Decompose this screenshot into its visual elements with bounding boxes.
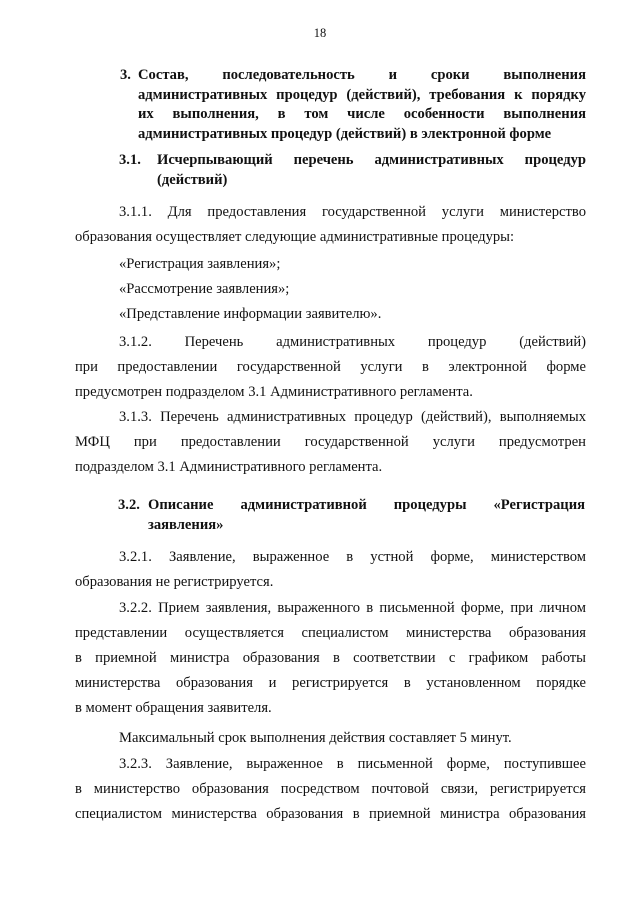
paragraph-line: Максимальный срок выполнения действия составляет 5 минут. xyxy=(119,730,512,746)
section-3-2-heading xyxy=(118,496,585,535)
section-3-title-line: их выполнения, в том числе особенности выполнения xyxy=(138,106,586,122)
paragraph-line: 3.1.3. Перечень административных процедур (действий), выполняемых xyxy=(119,409,586,425)
paragraph-line: предусмотрен подразделом 3.1 Административного регламента. xyxy=(75,384,473,400)
list-item: «Представление информации заявителю». xyxy=(119,306,382,322)
procedure-list xyxy=(119,252,579,327)
section-3-1-title-line: (действий) xyxy=(157,171,228,188)
list-item: «Регистрация заявления»; xyxy=(119,256,281,272)
paragraph-3-1-2 xyxy=(75,330,586,405)
section-3-heading xyxy=(120,66,586,144)
paragraph-line: образования осуществляет следующие административные процедуры: xyxy=(75,229,515,245)
section-3-1-number: 3.1. xyxy=(119,152,141,168)
paragraph-line: 3.1.2. Перечень административных процедур (действий) xyxy=(119,334,586,350)
paragraph-line: МФЦ при предоставлении государственной услуги предусмотрен xyxy=(75,434,586,450)
section-3-1-title-line: Исчерпывающий перечень административных процедур xyxy=(157,152,586,168)
paragraph-3-2-2 xyxy=(75,596,586,721)
section-3-2-title-line: заявления» xyxy=(148,516,224,533)
paragraph-3-2-1 xyxy=(75,545,586,595)
paragraph-line: 3.2.2. Прием заявления, выраженного в письменной форме, при личном xyxy=(119,600,586,616)
paragraph-line: 3.1.1. Для предоставления государственной услуги министерство xyxy=(119,204,586,220)
paragraph-max-time xyxy=(119,726,586,751)
section-3-title-line: административных процедур (действий) в электронной форме xyxy=(138,125,552,142)
section-3-number: 3. xyxy=(120,67,131,83)
paragraph-line: при предоставлении государственной услуги в электронной форме xyxy=(75,359,586,375)
page-number: 18 xyxy=(313,26,327,40)
section-3-title-line: административных процедур (действий), требования к порядку xyxy=(138,86,586,103)
section-3-title-line: Состав, последовательность и сроки выполнения xyxy=(138,67,586,83)
paragraph-line: подразделом 3.1 Административного регламента. xyxy=(75,459,383,475)
section-3-2-number: 3.2. xyxy=(118,497,140,513)
section-3-1-heading xyxy=(119,151,586,190)
section-3-2-title-line: Описание административной процедуры «Регистрация xyxy=(148,497,585,513)
paragraph-line: в момент обращения заявителя. xyxy=(75,700,272,716)
paragraph-line: специалистом министерства образования в приемной министра образования xyxy=(75,806,586,822)
paragraph-3-2-3 xyxy=(75,752,586,827)
paragraph-3-1-3 xyxy=(75,405,586,480)
paragraph-3-1-1 xyxy=(75,200,586,250)
paragraph-line: образования не регистрируется. xyxy=(75,574,274,590)
paragraph-line: 3.2.1. Заявление, выраженное в устной форме, министерством xyxy=(119,549,586,565)
paragraph-line: представлении осуществляется специалистом министерства образования xyxy=(75,625,586,641)
paragraph-line: в приемной министра образования в соответствии с графиком работы xyxy=(75,650,586,666)
paragraph-line: в министерство образования посредством почтовой связи, регистрируется xyxy=(75,781,586,797)
list-item: «Рассмотрение заявления»; xyxy=(119,281,290,297)
paragraph-line: 3.2.3. Заявление, выраженное в письменной форме, поступившее xyxy=(119,756,586,772)
paragraph-line: министерства образования и регистрируется в установленном порядке xyxy=(75,675,586,691)
